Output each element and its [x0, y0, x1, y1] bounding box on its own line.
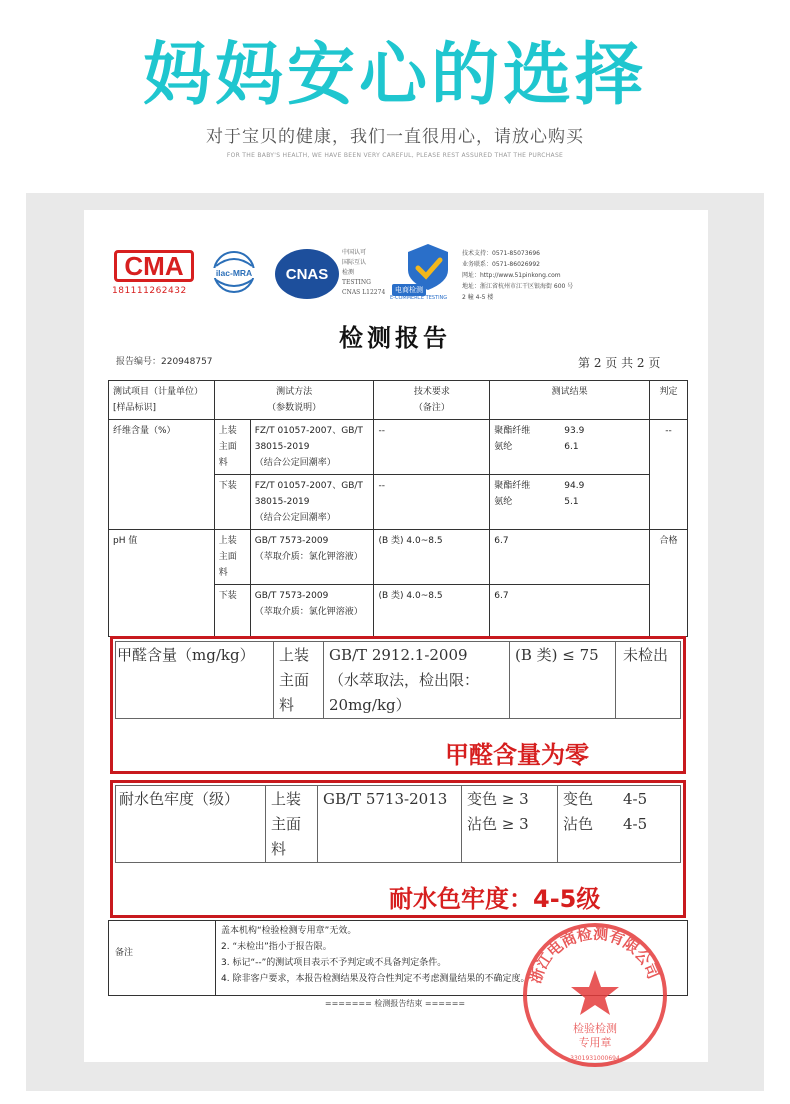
notes-label: 备注	[115, 948, 134, 958]
ilac-text: ilac-MRA	[215, 268, 253, 278]
list-item: 4. 除非客户要求，本报告检测结果及符合性判定不考虑测量结果的不确定度。	[221, 974, 530, 984]
color-fastness-item: 耐水色牢度（级）	[119, 790, 240, 808]
page-number: 第 2 页 共 2 页	[578, 356, 661, 370]
ecommerce-testing-en: E-COMMERCE TESTING	[390, 295, 448, 301]
formaldehyde-highlight	[110, 636, 686, 774]
cnas-logo	[272, 246, 342, 302]
hero-title: 妈妈安心的选择	[142, 36, 647, 115]
report-table	[108, 380, 688, 637]
table-row: 下装 GB/T 7573-2009 （萃取介质：氯化钾溶液） (B 类) 4.0~8.5 6.7	[109, 585, 688, 637]
svg-text:检验检测: 检验检测	[573, 1022, 617, 1035]
table-row: 下装 FZ/T 01057-2007、GB/T 38015-2019 （结合公定回潮率） -- 聚酯纤维 94.9 氨纶 5.1	[109, 475, 688, 530]
hero-subtitle: 对于宝贝的健康，我们一直很用心，请放心购买	[206, 127, 584, 147]
list-item: 3. 标记“--”的测试项目表示不予判定或不具备判定条件。	[221, 958, 447, 968]
svg-text:浙江电商检测有限公司: 浙江电商检测有限公司	[526, 924, 663, 986]
ecommerce-testing-label: 电商检测	[392, 284, 426, 296]
report-title: 检测报告	[339, 323, 451, 352]
color-fastness-part: 上装 主面 料	[271, 790, 302, 858]
ilac-mra-logo	[204, 248, 264, 298]
table-row: 纤维含量（%） 上装主面料 FZ/T 01057-2007、GB/T 38015-2019 （结合公定回潮率） -- 聚酯纤维 93.9 氨纶 6.1 --	[109, 420, 688, 475]
formaldehyde-result: 未检出	[623, 646, 669, 664]
cnas-text-logo: CNAS	[285, 266, 329, 283]
color-fastness-result: 变色 4-5 沾色 4-5	[563, 790, 648, 833]
formaldehyde-message: 甲醛含量为零	[445, 741, 589, 769]
svg-text:3301931000694: 3301931000694	[570, 1055, 620, 1062]
report-number: 报告编号：220948757	[116, 357, 213, 367]
svg-text:专用章: 专用章	[578, 1036, 612, 1049]
cma-number: 181111262432	[112, 286, 187, 296]
list-item: 2. “未检出”指小于报告限。	[221, 942, 332, 952]
cma-logo: CMA 181111262432	[112, 250, 198, 300]
notes-list	[221, 923, 529, 987]
hero-section	[0, 0, 790, 190]
color-fastness-highlight	[110, 780, 686, 918]
hero-subtitle-en: FOR THE BABY'S HEALTH, WE HAVE BEEN VERY CAREFUL, PLEASE REST ASSURED THAT THE PURCHASE	[226, 152, 564, 159]
color-fastness-method: GB/T 5713-2013	[323, 790, 448, 808]
official-seal-icon	[520, 920, 670, 1070]
cnas-accreditation-text: 中国认可 国际互认 检测 TESTING CNAS L12274	[342, 249, 386, 296]
formaldehyde-part: 上装 主面 料	[279, 646, 310, 714]
list-item: 盖本机构“检验检测专用章”无效。	[221, 926, 357, 936]
table-header-row: 测试项目（计量单位） [样品标识] 测试方法 （参数说明） 技术要求 （备注） 测试结果 判定	[109, 381, 688, 420]
contact-info: 技术支持：0571-85073696 业务联系：0571-86026992 网址：http://www.51pinkong.com 地址：浙江省杭州市江干区银海街 600 号 2 幢 4-5 楼	[462, 250, 574, 301]
certification-logos	[112, 240, 692, 310]
formaldehyde-method: GB/T 2912.1-2009 （水萃取法，检出限： 20mg/kg）	[329, 646, 480, 714]
table-row: pH 值 上装主面料 GB/T 7573-2009 （萃取介质：氯化钾溶液） (B 类) 4.0~8.5 6.7 合格	[109, 530, 688, 585]
color-fastness-requirement: 变色 ≥ 3 沾色 ≥ 3	[467, 790, 529, 833]
color-fastness-message: 耐水色牢度：4-5级	[389, 885, 601, 913]
report-end-marker: ======= 检测报告结束 ======	[324, 999, 466, 1008]
formaldehyde-requirement: (B 类) ≤ 75	[515, 646, 599, 664]
formaldehyde-item: 甲醛含量（mg/kg）	[117, 646, 255, 664]
